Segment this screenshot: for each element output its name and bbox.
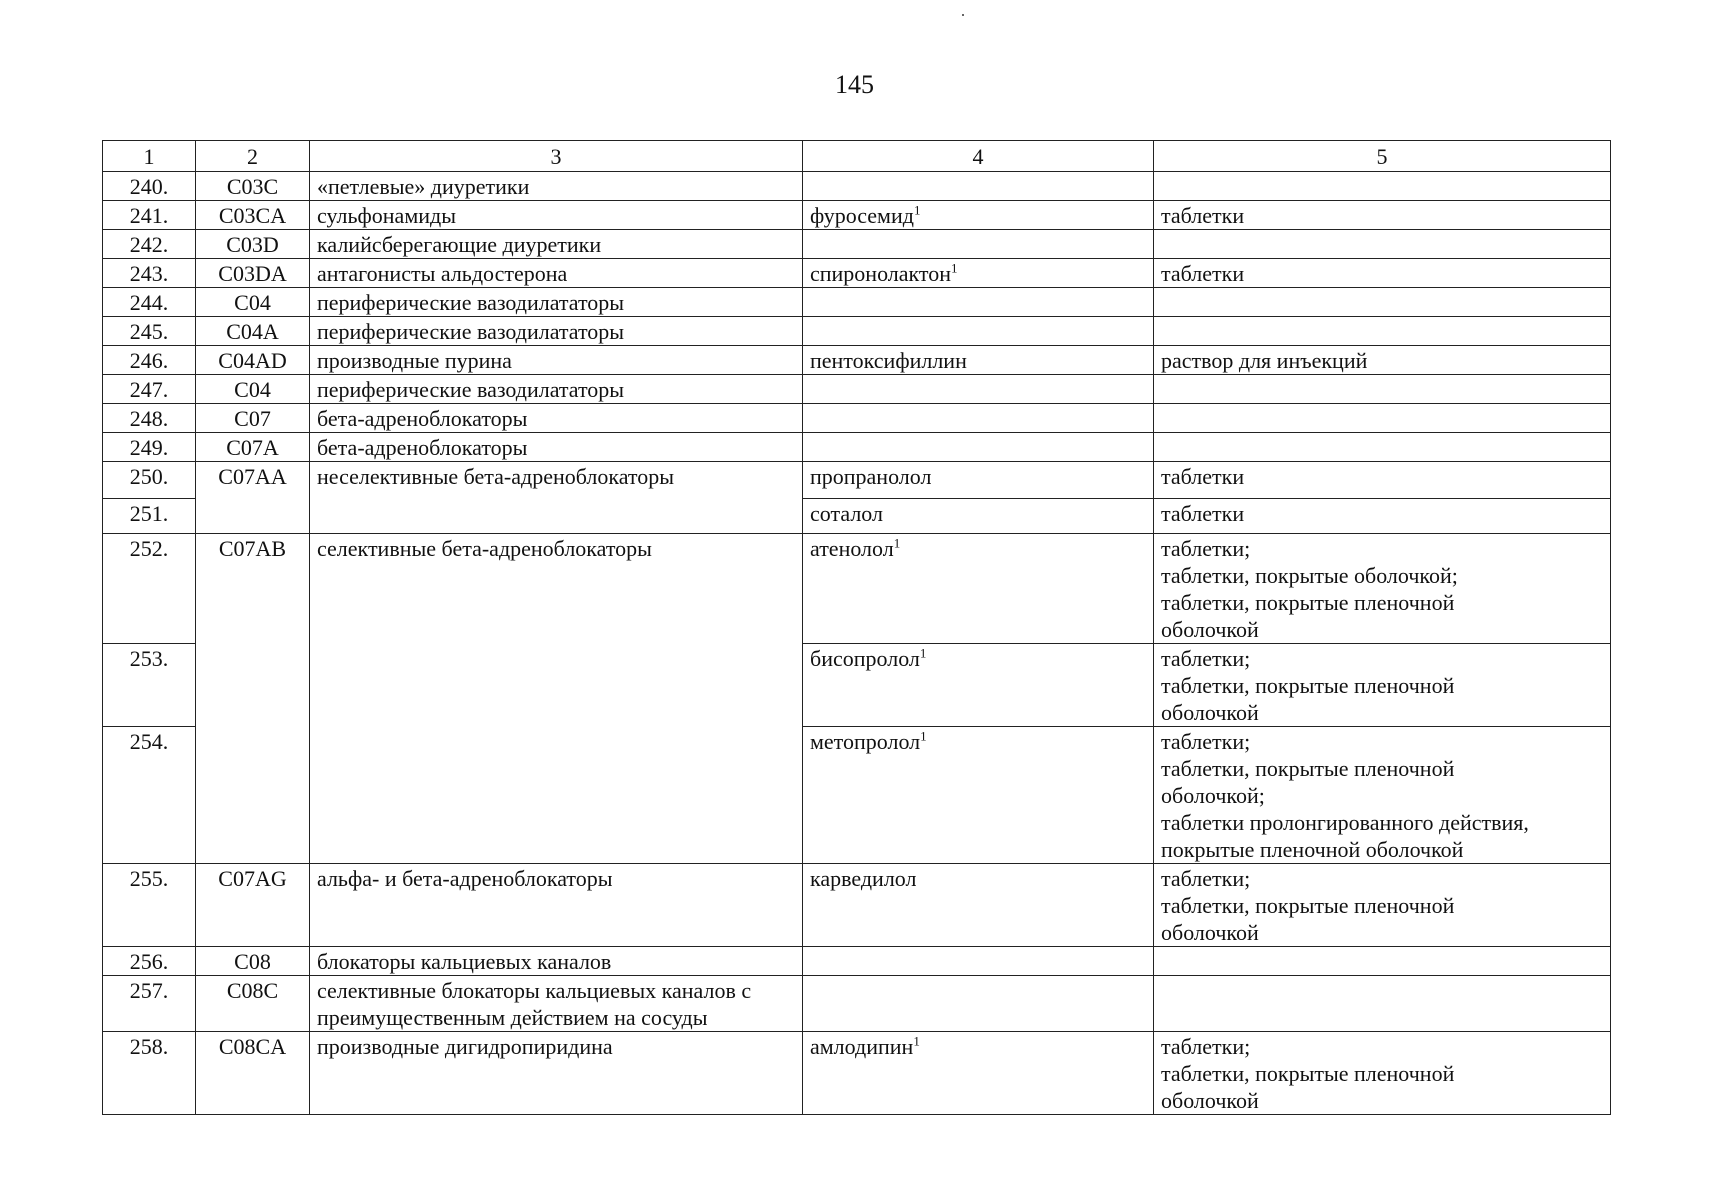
table-row bbox=[103, 433, 1611, 462]
dosage-form-line: таблетки, покрытые пленочной bbox=[1161, 756, 1455, 781]
table-row bbox=[103, 346, 1611, 375]
atc-code-cell: C07AG bbox=[196, 864, 310, 947]
row-number-cell: 252. bbox=[103, 534, 196, 644]
atc-code-cell: C04 bbox=[196, 375, 310, 404]
row-number-cell: 240. bbox=[103, 172, 196, 201]
drug-name-cell bbox=[803, 317, 1154, 346]
table-row bbox=[103, 404, 1611, 433]
table-row bbox=[103, 259, 1611, 288]
atc-code-cell: C08CA bbox=[196, 1032, 310, 1115]
atc-code-cell: C08 bbox=[196, 947, 310, 976]
dosage-form-cell bbox=[1154, 433, 1611, 462]
dosage-form-line: оболочкой bbox=[1161, 920, 1259, 945]
drug-name-cell bbox=[803, 201, 1154, 230]
dosage-form-line: таблетки; bbox=[1161, 646, 1251, 671]
drug-name-cell bbox=[803, 644, 1154, 727]
drug-name: карведилол bbox=[810, 866, 917, 891]
row-number-cell: 254. bbox=[103, 727, 196, 864]
column-header: 2 bbox=[196, 141, 310, 172]
row-number-cell: 247. bbox=[103, 375, 196, 404]
row-number-cell: 242. bbox=[103, 230, 196, 259]
drug-name-cell bbox=[803, 534, 1154, 644]
drug-name-cell bbox=[803, 433, 1154, 462]
row-number-cell: 256. bbox=[103, 947, 196, 976]
group-name-cell: периферические вазодилататоры bbox=[310, 375, 803, 404]
dosage-form-cell bbox=[1154, 317, 1611, 346]
drug-name-cell bbox=[803, 375, 1154, 404]
drug-name: соталол bbox=[810, 501, 883, 526]
group-name-cell: бета-адреноблокаторы bbox=[310, 433, 803, 462]
table-row bbox=[103, 534, 1611, 644]
dosage-form-line: оболочкой bbox=[1161, 617, 1259, 642]
dosage-form-line: покрытые пленочной оболочкой bbox=[1161, 837, 1464, 862]
drug-name: атенолол bbox=[810, 536, 894, 561]
dosage-form-line: таблетки; bbox=[1161, 1034, 1251, 1059]
drug-name: пропранолол bbox=[810, 464, 932, 489]
dosage-form-cell bbox=[1154, 346, 1611, 375]
dosage-form-line: раствор для инъекций bbox=[1161, 348, 1368, 373]
scan-speck bbox=[962, 14, 964, 16]
dosage-form-line: оболочкой bbox=[1161, 700, 1259, 725]
table-row bbox=[103, 201, 1611, 230]
group-name-cell: неселективные бета-адреноблокаторы bbox=[310, 462, 803, 534]
dosage-form-cell bbox=[1154, 259, 1611, 288]
drug-name-cell bbox=[803, 462, 1154, 499]
atc-code-cell: C03DA bbox=[196, 259, 310, 288]
dosage-form-cell bbox=[1154, 201, 1611, 230]
row-number-cell: 250. bbox=[103, 462, 196, 499]
dosage-form-line: таблетки bbox=[1161, 501, 1245, 526]
dosage-form-cell bbox=[1154, 976, 1611, 1032]
drug-name-cell bbox=[803, 864, 1154, 947]
table-row bbox=[103, 1032, 1611, 1115]
column-header: 5 bbox=[1154, 141, 1611, 172]
dosage-form-cell bbox=[1154, 375, 1611, 404]
row-number-cell: 246. bbox=[103, 346, 196, 375]
drug-name: метопролол bbox=[810, 729, 921, 754]
table-row bbox=[103, 462, 1611, 499]
dosage-form-line: таблетки; bbox=[1161, 729, 1251, 754]
drug-name-cell bbox=[803, 259, 1154, 288]
footnote-marker: 1 bbox=[919, 645, 927, 661]
dosage-form-cell bbox=[1154, 1032, 1611, 1115]
group-name-cell: бета-адреноблокаторы bbox=[310, 404, 803, 433]
group-name-cell: селективные бета-адреноблокаторы bbox=[310, 534, 803, 864]
row-number-cell: 251. bbox=[103, 499, 196, 534]
drug-name-cell bbox=[803, 230, 1154, 259]
header-row bbox=[103, 141, 1611, 172]
table-row bbox=[103, 288, 1611, 317]
column-header: 3 bbox=[310, 141, 803, 172]
atc-code-cell: C07AB bbox=[196, 534, 310, 864]
row-number-cell: 258. bbox=[103, 1032, 196, 1115]
drug-table bbox=[102, 140, 1611, 1115]
drug-name-cell bbox=[803, 976, 1154, 1032]
drug-name-cell bbox=[803, 1032, 1154, 1115]
group-name-cell: калийсберегающие диуретики bbox=[310, 230, 803, 259]
dosage-form-line: оболочкой; bbox=[1161, 783, 1265, 808]
dosage-form-cell bbox=[1154, 404, 1611, 433]
footnote-marker: 1 bbox=[920, 728, 927, 744]
drug-name-cell bbox=[803, 727, 1154, 864]
footnote-marker: 1 bbox=[893, 535, 901, 551]
row-number-cell: 244. bbox=[103, 288, 196, 317]
group-name-cell: «петлевые» диуретики bbox=[310, 172, 803, 201]
dosage-form-cell bbox=[1154, 864, 1611, 947]
atc-code-cell: C03D bbox=[196, 230, 310, 259]
row-number-cell: 253. bbox=[103, 644, 196, 727]
dosage-form-line: таблетки, покрытые пленочной bbox=[1161, 893, 1455, 918]
dosage-form-line: оболочкой bbox=[1161, 1088, 1259, 1113]
drug-name-cell bbox=[803, 288, 1154, 317]
footnote-marker: 1 bbox=[913, 202, 921, 218]
dosage-form-cell bbox=[1154, 288, 1611, 317]
dosage-form-line: таблетки пролонгированного действия, bbox=[1161, 810, 1529, 835]
dosage-form-cell bbox=[1154, 644, 1611, 727]
atc-code-cell: C08C bbox=[196, 976, 310, 1032]
column-header: 4 bbox=[803, 141, 1154, 172]
drug-name-cell bbox=[803, 947, 1154, 976]
table-body bbox=[103, 172, 1611, 1115]
row-number-cell: 245. bbox=[103, 317, 196, 346]
group-name-cell: периферические вазодилататоры bbox=[310, 317, 803, 346]
row-number-cell: 243. bbox=[103, 259, 196, 288]
dosage-form-cell bbox=[1154, 947, 1611, 976]
dosage-form-cell bbox=[1154, 727, 1611, 864]
table-row bbox=[103, 947, 1611, 976]
drug-name-cell bbox=[803, 499, 1154, 534]
atc-code-cell: C04AD bbox=[196, 346, 310, 375]
atc-code-cell: C07AA bbox=[196, 462, 310, 534]
footnote-marker: 1 bbox=[951, 260, 958, 276]
table-row bbox=[103, 172, 1611, 201]
table-row bbox=[103, 976, 1611, 1032]
footnote-marker: 1 bbox=[913, 1033, 920, 1049]
dosage-form-line: таблетки; bbox=[1161, 536, 1251, 561]
atc-code-cell: C07A bbox=[196, 433, 310, 462]
dosage-form-line: таблетки, покрытые пленочной bbox=[1161, 590, 1455, 615]
group-name-cell: производные дигидропиридина bbox=[310, 1032, 803, 1115]
group-name-cell: селективные блокаторы кальциевых каналов с преимущественным действием на сосуды bbox=[310, 976, 803, 1032]
atc-code-cell: C03CA bbox=[196, 201, 310, 230]
dosage-form-cell bbox=[1154, 499, 1611, 534]
drug-name-cell bbox=[803, 346, 1154, 375]
row-number-cell: 248. bbox=[103, 404, 196, 433]
row-number-cell: 241. bbox=[103, 201, 196, 230]
dosage-form-line: таблетки bbox=[1161, 261, 1245, 286]
dosage-form-line: таблетки, покрытые оболочкой; bbox=[1161, 563, 1458, 588]
dosage-form-line: таблетки, покрытые пленочной bbox=[1161, 1061, 1455, 1086]
drug-name: спиронолактон bbox=[810, 261, 952, 286]
group-name-cell: сульфонамиды bbox=[310, 201, 803, 230]
atc-code-cell: C04A bbox=[196, 317, 310, 346]
table-row bbox=[103, 375, 1611, 404]
dosage-form-cell bbox=[1154, 230, 1611, 259]
drug-name: фуросемид bbox=[810, 203, 914, 228]
column-header: 1 bbox=[103, 141, 196, 172]
dosage-form-line: таблетки bbox=[1161, 203, 1245, 228]
drug-name: амлодипин bbox=[810, 1034, 914, 1059]
dosage-form-line: таблетки bbox=[1161, 464, 1245, 489]
table-row bbox=[103, 230, 1611, 259]
row-number-cell: 257. bbox=[103, 976, 196, 1032]
drug-name-cell bbox=[803, 172, 1154, 201]
table-row bbox=[103, 317, 1611, 346]
atc-code-cell: C03C bbox=[196, 172, 310, 201]
page-number: 145 bbox=[835, 70, 874, 99]
atc-code-cell: C07 bbox=[196, 404, 310, 433]
drug-name-cell bbox=[803, 404, 1154, 433]
dosage-form-cell bbox=[1154, 172, 1611, 201]
row-number-cell: 255. bbox=[103, 864, 196, 947]
drug-name: пентоксифиллин bbox=[810, 348, 967, 373]
group-name-cell: периферические вазодилататоры bbox=[310, 288, 803, 317]
row-number-cell: 249. bbox=[103, 433, 196, 462]
drug-name: бисопролол bbox=[810, 646, 920, 671]
dosage-form-line: таблетки; bbox=[1161, 866, 1251, 891]
table-row bbox=[103, 864, 1611, 947]
group-name-cell: антагонисты альдостерона bbox=[310, 259, 803, 288]
group-name-cell: блокаторы кальциевых каналов bbox=[310, 947, 803, 976]
dosage-form-line: таблетки, покрытые пленочной bbox=[1161, 673, 1455, 698]
atc-code-cell: C04 bbox=[196, 288, 310, 317]
dosage-form-cell bbox=[1154, 534, 1611, 644]
group-name-cell: производные пурина bbox=[310, 346, 803, 375]
group-name-cell: альфа- и бета-адреноблокаторы bbox=[310, 864, 803, 947]
dosage-form-cell bbox=[1154, 462, 1611, 499]
